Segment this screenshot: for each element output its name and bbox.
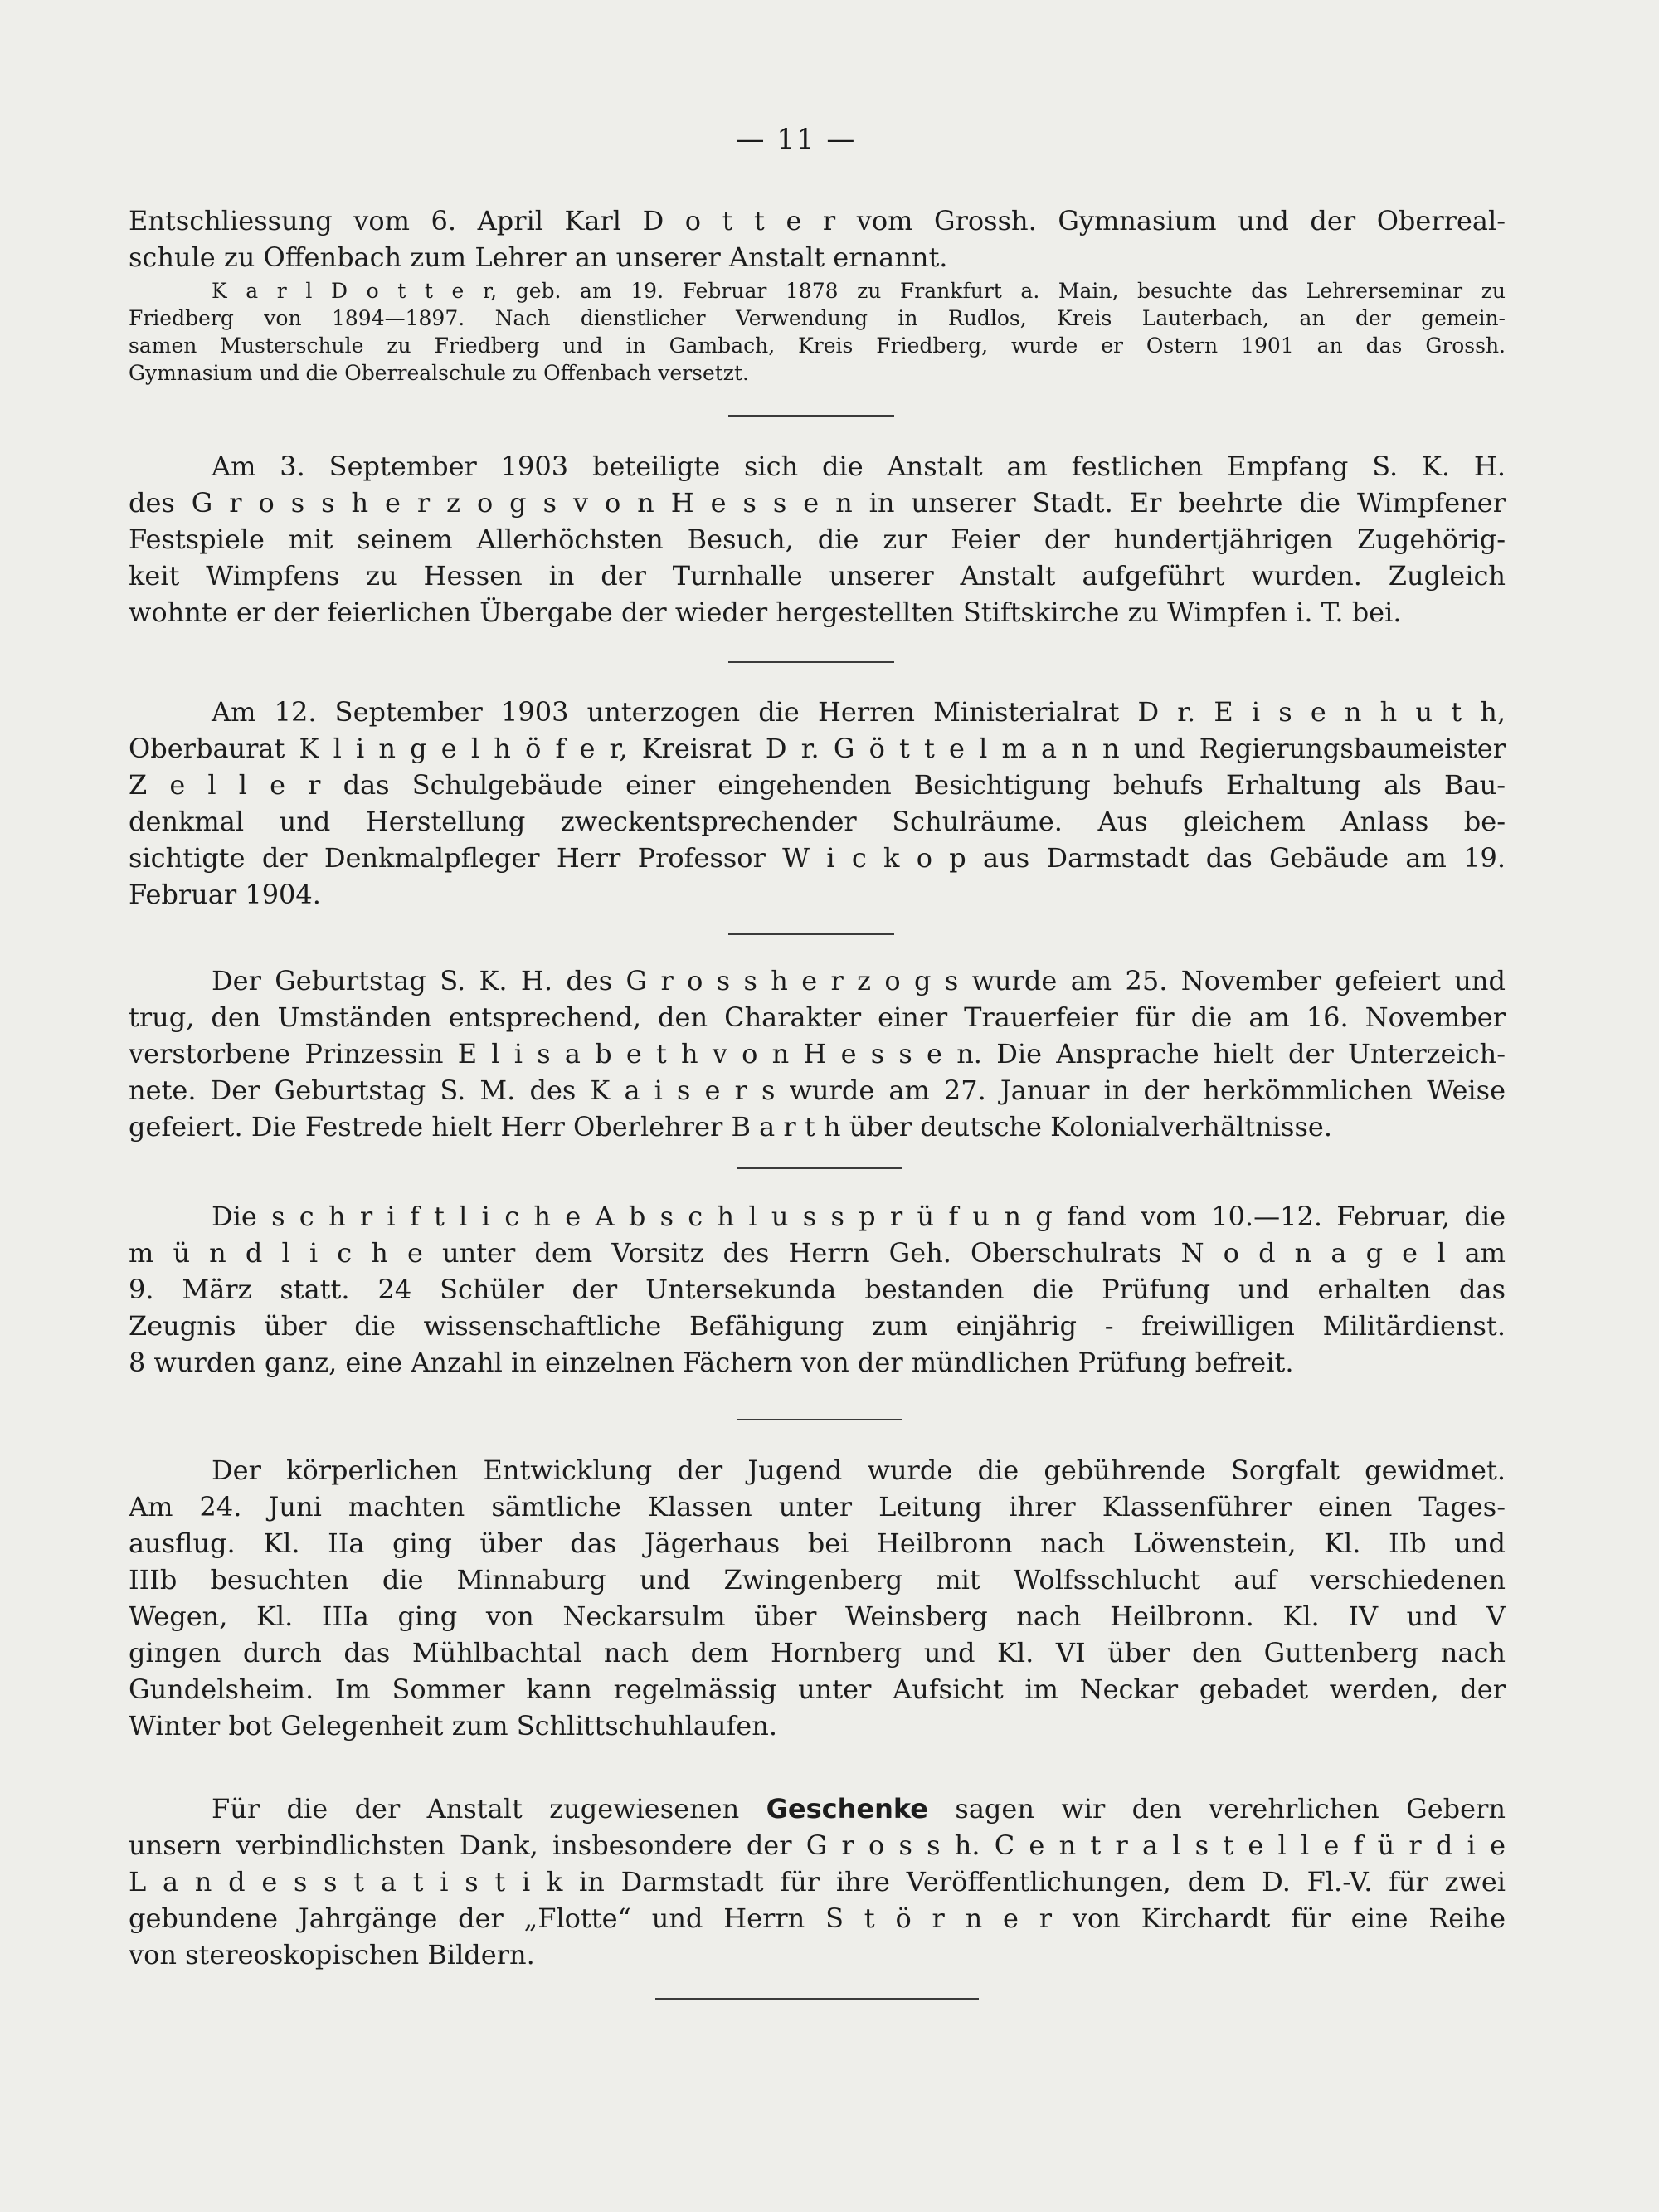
paragraph-building-inspection [129,694,1506,913]
text-line: Am 3. September 1903 beteiligte sich die Anstalt am festlichen Empfang S. K. H. [212,451,1506,482]
paragraph-grand-duke-visit [129,448,1506,631]
text-line: von stereoskopischen Bildern. [129,1939,535,1971]
text-line: nete. Der Geburtstag S. M. des K a i s e r s wurde am 27. Januar in der herkömmlichen Weise [129,1074,1506,1106]
page-number: — 11 — [736,123,857,156]
text-line: Festspiele mit seinem Allerhöchsten Besuch, die zur Feier der hundertjährigen Zugehörig- [129,524,1506,555]
separator-rule [737,1419,902,1420]
text-line: Friedberg von 1894—1897. Nach dienstlicher Verwendung in Rudlos, Kreis Lauterbach, an der gemein- [129,306,1506,330]
text-line: Der Geburtstag S. K. H. des G r o s s h e r z o g s wurde am 25. November gefeiert und [212,965,1506,996]
text-line: gefeiert. Die Festrede hielt Herr Oberlehrer B a r t h über deutsche Kolonialverhältnisse. [129,1111,1332,1143]
text-line: Oberbaurat K l i n g e l h ö f e r, Kreisrat D r. G ö t t e l m a n n und Regierungsbaumeister [129,733,1506,764]
text-line: Am 12. September 1903 unterzogen die Herren Ministerialrat D r. E i s e n h u t h, [212,696,1506,728]
text-line: m ü n d l i c h e unter dem Vorsitz des Herrn Geh. Oberschulrats N o d n a g e l am [129,1237,1506,1269]
separator-rule [737,1167,902,1169]
paragraph-gifts [129,1791,1506,1973]
text-line: trug, den Umständen entsprechend, den Charakter einer Trauerfeier für die am 16. November [129,1001,1506,1033]
text-fragment: sagen wir den verehrlichen Gebern [928,1793,1506,1825]
text-line: samen Musterschule zu Friedberg und in Gambach, Kreis Friedberg, wurde er Ostern 1901 an das Grossh. [129,334,1506,358]
text-line: Die s c h r i f t l i c h e A b s c h l u s s p r ü f u n g fand vom 10.—12. Februar, die [212,1201,1506,1232]
text-line: Entschliessung vom 6. April Karl D o t t e r vom Grossh. Gymnasium und der Oberreal- [129,205,1506,236]
text-line: schule zu Offenbach zum Lehrer an unserer Anstalt ernannt. [129,241,948,273]
text-line: Gundelsheim. Im Sommer kann regelmässig unter Aufsicht im Neckar gebadet werden, der [129,1674,1506,1705]
biography-note [129,277,1506,387]
text-line: wohnte er der feierlichen Übergabe der wieder hergestellten Stiftskirche zu Wimpfen i. T. bei. [129,597,1402,628]
text-line: Z e l l e r das Schulgebäude einer eingehenden Besichtigung behufs Erhaltung als Bau- [129,769,1506,801]
text-line: Zeugnis über die wissenschaftliche Befähigung zum einjährig - freiwilligen Militärdienst. [129,1310,1506,1342]
text-line: 9. März statt. 24 Schüler der Untersekunda bestanden die Prüfung und erhalten das [129,1274,1506,1305]
text-line: L a n d e s s t a t i s t i k in Darmstadt für ihre Veröffentlichungen, dem D. Fl.-V. für zwei [129,1866,1506,1898]
paragraph-appointment [129,202,1506,275]
text-line: denkmal und Herstellung zweckentsprechender Schulräume. Aus gleichem Anlass be- [129,806,1506,837]
text-line: K a r l D o t t e r, geb. am 19. Februar 1878 zu Frankfurt a. Main, besuchte das Lehrerseminar zu [212,279,1506,303]
text-line: keit Wimpfens zu Hessen in der Turnhalle unserer Anstalt aufgeführt wurden. Zugleich [129,560,1506,592]
text-line: gebundene Jahrgänge der „Flotte“ und Herrn S t ö r n e r von Kirchardt für eine Reihe [129,1903,1506,1934]
text-line: Februar 1904. [129,879,321,910]
paragraph-physical-education [129,1452,1506,1744]
gifts-heading: Geschenke [766,1793,928,1825]
text-line: des G r o s s h e r z o g s v o n H e s s e n in unserer Stadt. Er beehrte die Wimpfener [129,487,1506,519]
text-line: ausflug. Kl. IIa ging über das Jägerhaus bei Heilbronn nach Löwenstein, Kl. IIb und [129,1527,1506,1559]
separator-rule [728,661,894,663]
text-line: Der körperlichen Entwicklung der Jugend wurde die gebührende Sorgfalt gewidmet. [212,1454,1506,1486]
text-line: Wegen, Kl. IIIa ging von Neckarsulm über Weinsberg nach Heilbronn. Kl. IV und V [129,1601,1506,1632]
text-line [129,1791,1506,1827]
text-line: 8 wurden ganz, eine Anzahl in einzelnen Fächern von der mündlichen Prüfung befreit. [129,1347,1294,1378]
separator-rule [728,933,894,935]
text-line: IIIb besuchten die Minnaburg und Zwingenberg mit Wolfsschlucht auf verschiedenen [129,1564,1506,1596]
paragraph-final-examination [129,1198,1506,1381]
closing-rule [655,1998,979,2000]
text-line: unsern verbindlichsten Dank, insbesondere der G r o s s h. C e n t r a l s t e l l e f ü r d i e [129,1830,1506,1861]
text-line: verstorbene Prinzessin E l i s a b e t h v o n H e s s e n. Die Ansprache hielt der Unterzeich- [129,1038,1506,1069]
separator-rule [728,415,894,417]
paragraph-birthday-celebrations [129,962,1506,1145]
text-line: sichtigte der Denkmalpfleger Herr Professor W i c k o p aus Darmstadt das Gebäude am 19. [129,842,1506,874]
text-line: Am 24. Juni machten sämtliche Klassen unter Leitung ihrer Klassenführer einen Tages- [129,1491,1506,1523]
text-fragment: Für die der Anstalt zugewiesenen [212,1793,766,1825]
text-line: gingen durch das Mühlbachtal nach dem Hornberg und Kl. VI über den Guttenberg nach [129,1637,1506,1669]
text-line: Gymnasium und die Oberrealschule zu Offenbach versetzt. [129,361,749,385]
text-line: Winter bot Gelegenheit zum Schlittschuhlaufen. [129,1710,778,1742]
